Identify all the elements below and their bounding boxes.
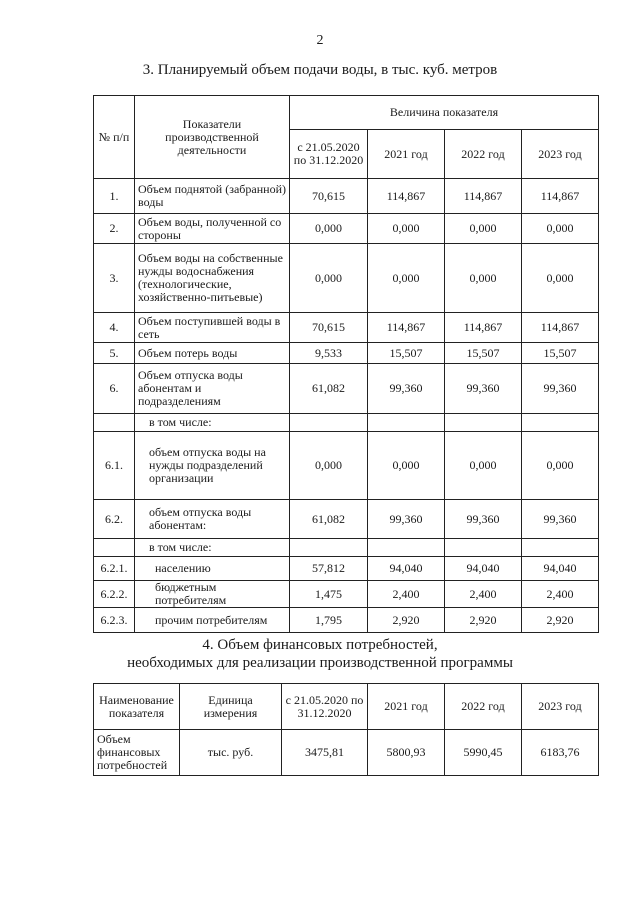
row-empty-cell (368, 414, 445, 432)
fin-header-col1: с 21.05.2020 по 31.12.2020 (282, 684, 368, 730)
header-indicators: Показатели производственной деятельности (135, 96, 290, 179)
row-value-v1: 61,082 (290, 500, 368, 539)
table-row (94, 313, 599, 343)
water-supply-table (93, 95, 599, 633)
row-empty-cell (290, 414, 368, 432)
fin-row-name: Объем финансовых потребностей (94, 730, 180, 776)
row-num: 6.2. (94, 500, 135, 539)
row-name: бюджетным потребителям (135, 581, 290, 608)
table-row (94, 581, 599, 608)
row-num: 6.2.3. (94, 608, 135, 633)
row-value-v2: 0,000 (368, 432, 445, 500)
fin-row-unit: тыс. руб. (180, 730, 282, 776)
row-value-v4: 0,000 (522, 214, 599, 244)
row-name: Объем поднятой (забранной) воды (135, 179, 290, 214)
header-col4: 2023 год (522, 130, 599, 179)
row-value-v1: 70,615 (290, 313, 368, 343)
fin-row-v2: 5800,93 (368, 730, 445, 776)
row-value-v2: 99,360 (368, 364, 445, 414)
row-value-v3: 114,867 (445, 179, 522, 214)
section4-title (0, 636, 640, 672)
table-row (94, 608, 599, 633)
fin-row-v4: 6183,76 (522, 730, 599, 776)
row-empty-cell (445, 414, 522, 432)
header-col2: 2021 год (368, 130, 445, 179)
fin-header-col2: 2021 год (368, 684, 445, 730)
row-value-v3: 0,000 (445, 432, 522, 500)
row-value-v3: 2,920 (445, 608, 522, 633)
header-value-group: Величина показателя (290, 96, 599, 130)
row-value-v3: 99,360 (445, 500, 522, 539)
table-row (94, 244, 599, 313)
row-value-v2: 0,000 (368, 214, 445, 244)
row-value-v4: 99,360 (522, 500, 599, 539)
page-number: 2 (316, 33, 324, 48)
row-num: 1. (94, 179, 135, 214)
row-empty-cell (368, 539, 445, 557)
header-col3: 2022 год (445, 130, 522, 179)
row-value-v2: 0,000 (368, 244, 445, 313)
row-value-v4: 2,400 (522, 581, 599, 608)
table-row (94, 179, 599, 214)
row-value-v4: 114,867 (522, 313, 599, 343)
row-name: объем отпуска воды абонентам: (135, 500, 290, 539)
row-name: Объем отпуска воды абонентам и подразделениям (135, 364, 290, 414)
row-num: 6.1. (94, 432, 135, 500)
row-value-v1: 9,533 (290, 343, 368, 364)
row-num: 6. (94, 364, 135, 414)
row-name: Объем воды, полученной со стороны (135, 214, 290, 244)
row-value-v2: 94,040 (368, 557, 445, 581)
table-row (94, 214, 599, 244)
row-value-v1: 61,082 (290, 364, 368, 414)
section4-title-line2: необходимых для реализации производственной программы (127, 655, 513, 671)
row-value-v4: 99,360 (522, 364, 599, 414)
row-value-v4: 114,867 (522, 179, 599, 214)
row-value-v4: 15,507 (522, 343, 599, 364)
row-value-v2: 114,867 (368, 179, 445, 214)
fin-row-v3: 5990,45 (445, 730, 522, 776)
header-num: № п/п (94, 96, 135, 179)
section4-title-line1: 4. Объем финансовых потребностей, (202, 637, 438, 653)
table-row (94, 364, 599, 414)
table-row (94, 432, 599, 500)
row-empty-cell (290, 539, 368, 557)
fin-header-col4: 2023 год (522, 684, 599, 730)
row-value-v1: 0,000 (290, 214, 368, 244)
row-value-v1: 0,000 (290, 432, 368, 500)
section3-title: 3. Планируемый объем подачи воды, в тыс. куб. метров (142, 62, 498, 78)
row-num: 6.2.1. (94, 557, 135, 581)
row-name: прочим потребителям (135, 608, 290, 633)
table-row (94, 500, 599, 539)
row-value-v4: 0,000 (522, 244, 599, 313)
row-value-v2: 15,507 (368, 343, 445, 364)
row-label: в том числе: (135, 414, 290, 432)
row-value-v2: 2,920 (368, 608, 445, 633)
row-name: объем отпуска воды на нужды подразделений организации (135, 432, 290, 500)
row-value-v1: 1,795 (290, 608, 368, 633)
fin-header-col3: 2022 год (445, 684, 522, 730)
row-value-v2: 99,360 (368, 500, 445, 539)
row-num-empty (94, 539, 135, 557)
header-col1: с 21.05.2020 по 31.12.2020 (290, 130, 368, 179)
row-value-v3: 114,867 (445, 313, 522, 343)
row-value-v3: 0,000 (445, 214, 522, 244)
subtotal-label-row (94, 414, 599, 432)
fin-row-v1: 3475,81 (282, 730, 368, 776)
row-value-v3: 94,040 (445, 557, 522, 581)
row-num-empty (94, 414, 135, 432)
row-value-v1: 0,000 (290, 244, 368, 313)
subtotal-label-row (94, 539, 599, 557)
row-value-v3: 2,400 (445, 581, 522, 608)
row-value-v1: 70,615 (290, 179, 368, 214)
row-value-v2: 114,867 (368, 313, 445, 343)
row-name: населению (135, 557, 290, 581)
table-row (94, 557, 599, 581)
row-empty-cell (522, 414, 599, 432)
fin-header-unit: Единица измерения (180, 684, 282, 730)
row-value-v3: 0,000 (445, 244, 522, 313)
row-num: 3. (94, 244, 135, 313)
table-row (94, 343, 599, 364)
financial-needs-table (93, 683, 599, 776)
row-name: Объем потерь воды (135, 343, 290, 364)
row-value-v3: 15,507 (445, 343, 522, 364)
row-value-v4: 94,040 (522, 557, 599, 581)
row-label: в том числе: (135, 539, 290, 557)
row-value-v1: 57,812 (290, 557, 368, 581)
row-num: 4. (94, 313, 135, 343)
row-value-v2: 2,400 (368, 581, 445, 608)
row-value-v4: 2,920 (522, 608, 599, 633)
row-num: 5. (94, 343, 135, 364)
row-name: Объем воды на собственные нужды водоснабжения (технологические, хозяйственно-питьевые) (135, 244, 290, 313)
row-value-v3: 99,360 (445, 364, 522, 414)
row-value-v4: 0,000 (522, 432, 599, 500)
row-num: 2. (94, 214, 135, 244)
fin-header-name: Наименование показателя (94, 684, 180, 730)
row-num: 6.2.2. (94, 581, 135, 608)
row-empty-cell (445, 539, 522, 557)
row-empty-cell (522, 539, 599, 557)
row-name: Объем поступившей воды в сеть (135, 313, 290, 343)
row-value-v1: 1,475 (290, 581, 368, 608)
